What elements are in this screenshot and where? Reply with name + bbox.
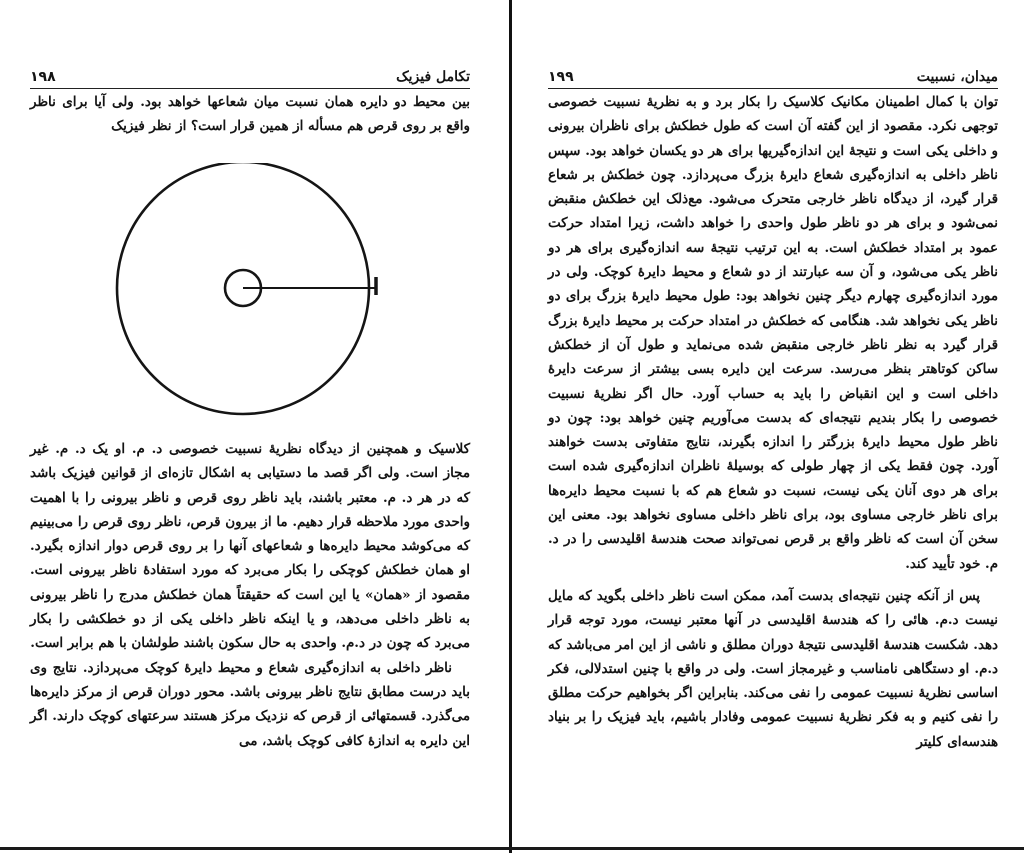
left-bottom-text <box>30 437 470 753</box>
right-running-title: میدان، نسبیت <box>916 69 998 85</box>
left-page-header <box>30 63 470 89</box>
left-page <box>0 0 510 853</box>
left-running-title: تکامل فیزیک <box>396 69 470 85</box>
left-top-paragraph <box>30 90 470 139</box>
left-paragraph-2: کلاسیک و همچنین از دیدگاه نظریهٔ نسبیت خصوصی د. م. او یک د. م. غیر مجاز است. ولی اگر قصد ما دستیابی به اشکال تازه‌ای از قوانین فیزیک باشد که در هر د. م. معتبر باشند، باید ناظر روی قرص و ناظر بیرونی را با اهمیت واحدی مورد ملاحظه قرار دهیم. ما از بیرون قرص، ناظر روی قرص را می‌بینیم که می‌کوشد محیط دایره‌ها و شعاعهای آنها را بر روی قرص دوار اندازه بگیرد. او همان خطکش کوچکی را بکار می‌برد که مورد استفادهٔ ناظر بیرونی است. مقصود از «همان» یا این است که حقیقتاً همان خطکش مدرج را ناظر بیرونی به ناظر داخلی می‌دهد، و یا اینکه ناظر داخلی یکی از دو خطکشی را بکار می‌برد که چون در د.م. واحدی به حال سکون باشند طولشان با هم برابر است. <box>30 441 470 652</box>
scan-bottom-edge <box>0 847 1024 850</box>
right-page-header <box>548 63 998 89</box>
book-gutter <box>509 0 512 853</box>
right-page-text <box>548 90 998 754</box>
right-paragraph-1: توان با کمال اطمینان مکانیک کلاسیک را بکار برد و به نظریهٔ نسبیت خصوصی توجهی نکرد. مقصود از این گفته آن است که طول خطکش برای ناظران بیرونی و داخلی یکی است و نتیجهٔ این اندازه‌گیریها برای هر دو یکسان خواهد بود. سپس ناظر داخلی به اندازه‌گیری شعاع دایرهٔ بزرگ می‌پردازد. چون خطکش بر شعاع قرار گیرد، از دیدگاه ناظر خارجی متحرک می‌شود. مع‌ذلک این خطکش منقبض نمی‌شود و برای هر دو ناظر طول واحدی را خواهد داشت، زیرا امتداد حرکت عمود بر امتداد خطکش است. به این ترتیب نتیجهٔ سه اندازه‌گیری برای هر دو ناظر یکی می‌شود، و آن سه عبارتند از دو شعاع و محیط دایرهٔ کوچک. ولی در مورد اندازه‌گیری چهارم دیگر چنین نخواهد بود: طول محیط دایرهٔ بزرگ برای دو ناظر یکی نخواهد شد. هنگامی که خطکش در امتداد حرکت بر محیط دایرهٔ بزرگ قرار گیرد به نظر ناظر خارجی منقبض شده می‌نماید و طول آن از خطکش ساکن کوتاهتر بنظر می‌رسد. سرعت این دایره بسی بیشتر از سرعت دایرهٔ داخلی است و این انقباض را باید به حساب آورد. حال اگر نظریهٔ نسبیت خصوصی را بکار بندیم نتیجه‌ای که بدست می‌آوریم چنین خواهد بود: چون دو ناظر طول محیط دایرهٔ بزرگتر را اندازه بگیرند، نتایج متفاوتی بدست خواهند آورد. چون فقط یکی از چهار طولی که بوسیلهٔ ناظران اندازه‌گیری شده است برای هر دوی آنان یکی نیست، نسبت دو شعاع هم که با نسبت محیط دایره‌ها برای ناظر خارجی مساوی بود، برای ناظر داخلی مساوی نخواهد بود. معنی این سخن آن است که ناظر واقع بر قرص نمی‌تواند صحت هندسهٔ اقلیدسی را در د. م. خود تأیید کند. <box>548 94 998 572</box>
left-paragraph-3: ناظر داخلی به اندازه‌گیری شعاع و محیط دایرهٔ کوچک می‌پردازد. نتایج وی باید درست مطابق نتایج ناظر بیرونی باشد. محور دوران قرص از مرکز دایره‌ها می‌گذرد. قسمتهائی از قرص که نزدیک مرکز هستند سرعتهای کوچک دارند. اگر این دایره به اندازهٔ کافی کوچک باشد، می <box>30 659 470 749</box>
left-paragraph-1: بین محیط دو دایره همان نسبت میان شعاعها خواهد بود. ولی آیا برای ناظر واقع بر روی قرص هم مسأله از همین قرار است؟ از نظر فیزیک <box>30 94 470 135</box>
right-paragraph-2: پس از آنکه چنین نتیجه‌ای بدست آمد، ممکن است ناظر داخلی بگوید که مایل نیست د.م. هائی را که هندسهٔ اقلیدسی در آنها معتبر نیست، مورد توجه قرار دهد. شکست هندسهٔ اقلیدسی نتیجهٔ دوران مطلق و ناشی از این امر می‌باشد که د.م. او دستگاهی نامناسب و غیرمجاز است. ولی در واقع با چنین استدلالی، فکر اساسی نظریهٔ نسبیت عمومی را نفی می‌کند. بنابراین اگر بخواهیم حرکت مطلق را نفی کنیم و به فکر نظریهٔ نسبیت عمومی وفادار باشیم، باید فیزیک را بر بنیاد هندسه‌ای کلیتر <box>548 587 998 750</box>
left-page-number: ۱۹۸ <box>30 69 56 85</box>
right-page <box>513 0 1024 853</box>
right-page-number: ۱۹۹ <box>548 69 574 85</box>
rotating-disc-diagram <box>115 163 385 423</box>
